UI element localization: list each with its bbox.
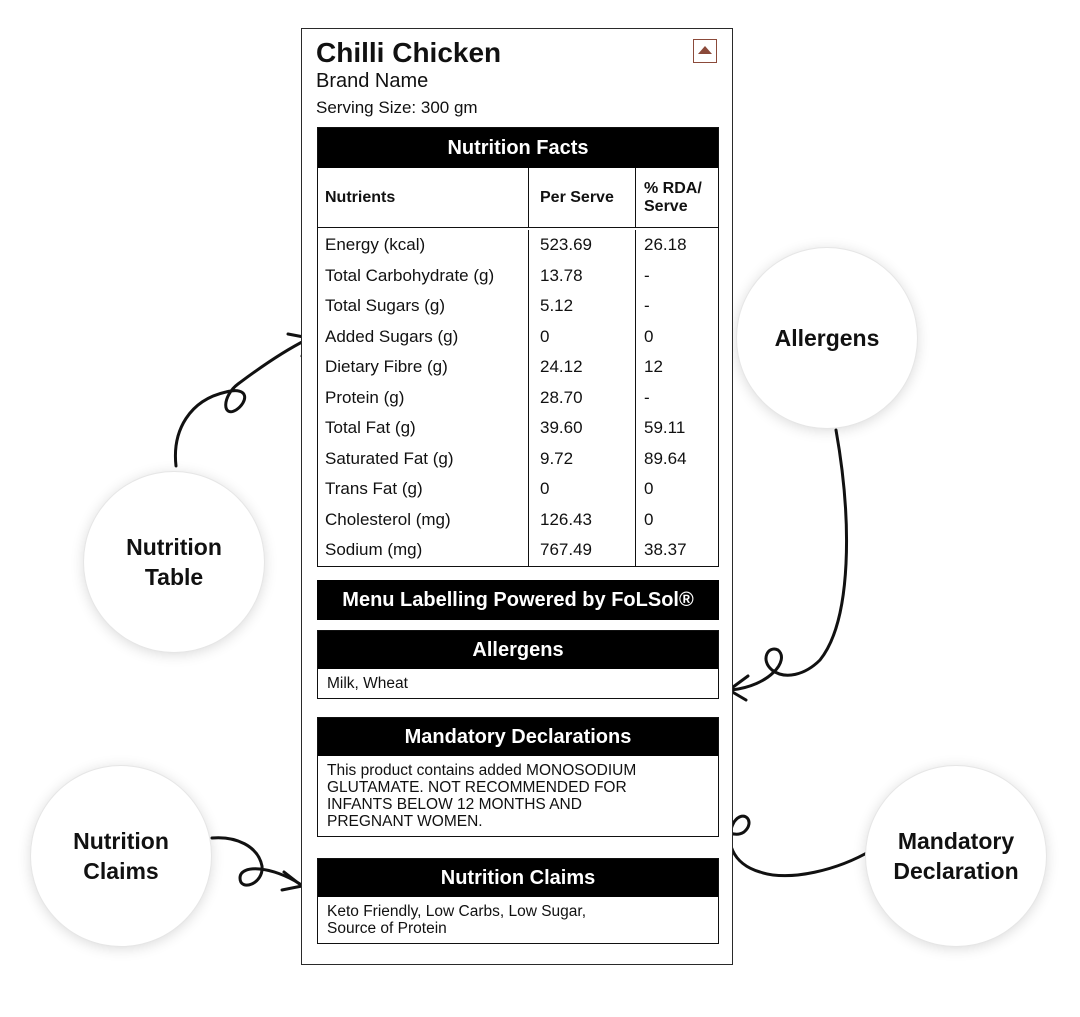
table-cell-nutrient: Protein (g) (325, 387, 405, 407)
table-cell-rda: 59.11 (644, 418, 686, 438)
table-cell-rda: 38.37 (644, 540, 687, 560)
nutrients-column (318, 230, 529, 566)
table-cell-rda: - (644, 296, 650, 316)
table-cell-per-serve: 39.60 (540, 418, 583, 438)
table-cell-per-serve: 0 (540, 326, 550, 346)
callout-mandatory-declaration-line2: Declaration (893, 858, 1019, 884)
nutrition-table-header-row (318, 168, 718, 228)
brand-name: Brand Name (316, 70, 429, 92)
callout-nutrition-claims-line2: Claims (83, 858, 159, 884)
table-cell-per-serve: 767.49 (540, 540, 592, 560)
dish-title: Chilli Chicken (316, 37, 502, 68)
table-cell-rda: 0 (644, 509, 654, 529)
mandatory-declarations-text (318, 756, 718, 836)
text-line: PREGNANT WOMEN. (327, 813, 483, 830)
table-cell-per-serve: 9.72 (540, 448, 574, 468)
callout-nutrition-claims (31, 766, 211, 946)
text-line: This product contains added MONOSODIUM (327, 762, 637, 779)
callout-mandatory-declaration (866, 766, 1046, 946)
column-header-nutrients: Nutrients (318, 168, 529, 227)
table-cell-nutrient: Total Carbohydrate (g) (325, 265, 495, 285)
per-serve-column (529, 230, 636, 566)
callout-nutrition-table-line2: Table (144, 564, 204, 590)
table-cell-per-serve: 523.69 (540, 235, 592, 255)
table-cell-nutrient: Energy (kcal) (325, 235, 426, 255)
text-line: Source of Protein (327, 920, 447, 937)
text-line: GLUTAMATE. NOT RECOMMENDED FOR (327, 779, 627, 796)
table-cell-nutrient: Cholesterol (mg) (325, 509, 451, 529)
nutrition-claims-heading: Nutrition Claims (318, 859, 718, 897)
table-cell-nutrient: Saturated Fat (g) (325, 448, 454, 468)
callout-mandatory-declaration-line1: Mandatory (897, 828, 1015, 854)
table-cell-rda: 0 (644, 326, 654, 346)
table-cell-nutrient: Total Fat (g) (325, 418, 416, 438)
table-cell-rda: 12 (644, 357, 663, 377)
nutrition-table-heading: Nutrition Facts (318, 128, 718, 168)
table-cell-rda: 0 (644, 479, 654, 499)
table-cell-rda: - (644, 387, 650, 407)
mandatory-declarations-heading: Mandatory Declarations (318, 718, 718, 756)
table-cell-rda: 89.64 (644, 448, 687, 468)
callout-nutrition-table-line1: Nutrition (126, 534, 222, 560)
table-cell-rda: - (644, 265, 650, 285)
table-cell-nutrient: Total Sugars (g) (325, 296, 445, 316)
callout-allergens (737, 248, 917, 428)
column-header-rda: % RDA/ Serve (644, 179, 702, 215)
table-cell-rda: 26.18 (644, 235, 687, 255)
table-cell-per-serve: 24.12 (540, 357, 583, 377)
text-line: Keto Friendly, Low Carbs, Low Sugar, (327, 903, 587, 920)
callout-nutrition-table (84, 472, 264, 652)
powered-by-banner: Menu Labelling Powered by FoLSol® (317, 580, 719, 620)
serving-size: Serving Size: 300 gm (316, 98, 478, 117)
allergens-heading: Allergens (318, 631, 718, 669)
allergens-text: Milk, Wheat (327, 675, 408, 692)
callout-allergens-label: Allergens (774, 325, 880, 351)
menu-label-card (301, 28, 733, 965)
arrow-nutrition-claims (212, 838, 300, 885)
table-cell-nutrient: Sodium (mg) (325, 540, 423, 560)
table-cell-per-serve: 0 (540, 479, 550, 499)
table-cell-nutrient: Added Sugars (g) (325, 326, 459, 346)
table-cell-per-serve: 28.70 (540, 387, 583, 407)
nutrition-table (317, 127, 719, 567)
arrow-nutrition-table (175, 340, 306, 466)
nutrition-claims-text (318, 897, 718, 943)
nutrition-table-body (318, 228, 718, 566)
column-header-per-serve: Per Serve (529, 168, 636, 227)
rda-column (636, 230, 718, 566)
arrow-allergens (731, 430, 847, 690)
table-cell-per-serve: 5.12 (540, 296, 574, 316)
mandatory-declarations-section (317, 717, 719, 837)
table-cell-per-serve: 126.43 (540, 509, 592, 529)
table-cell-nutrient: Trans Fat (g) (325, 479, 423, 499)
triangle-up-icon (698, 46, 712, 54)
nutrition-claims-section (317, 858, 719, 944)
callout-nutrition-claims-line1: Nutrition (73, 828, 169, 854)
allergens-section (317, 630, 719, 699)
collapse-button[interactable] (693, 39, 717, 63)
table-cell-per-serve: 13.78 (540, 265, 583, 285)
table-cell-nutrient: Dietary Fibre (g) (325, 357, 448, 377)
text-line: INFANTS BELOW 12 MONTHS AND (327, 796, 582, 813)
